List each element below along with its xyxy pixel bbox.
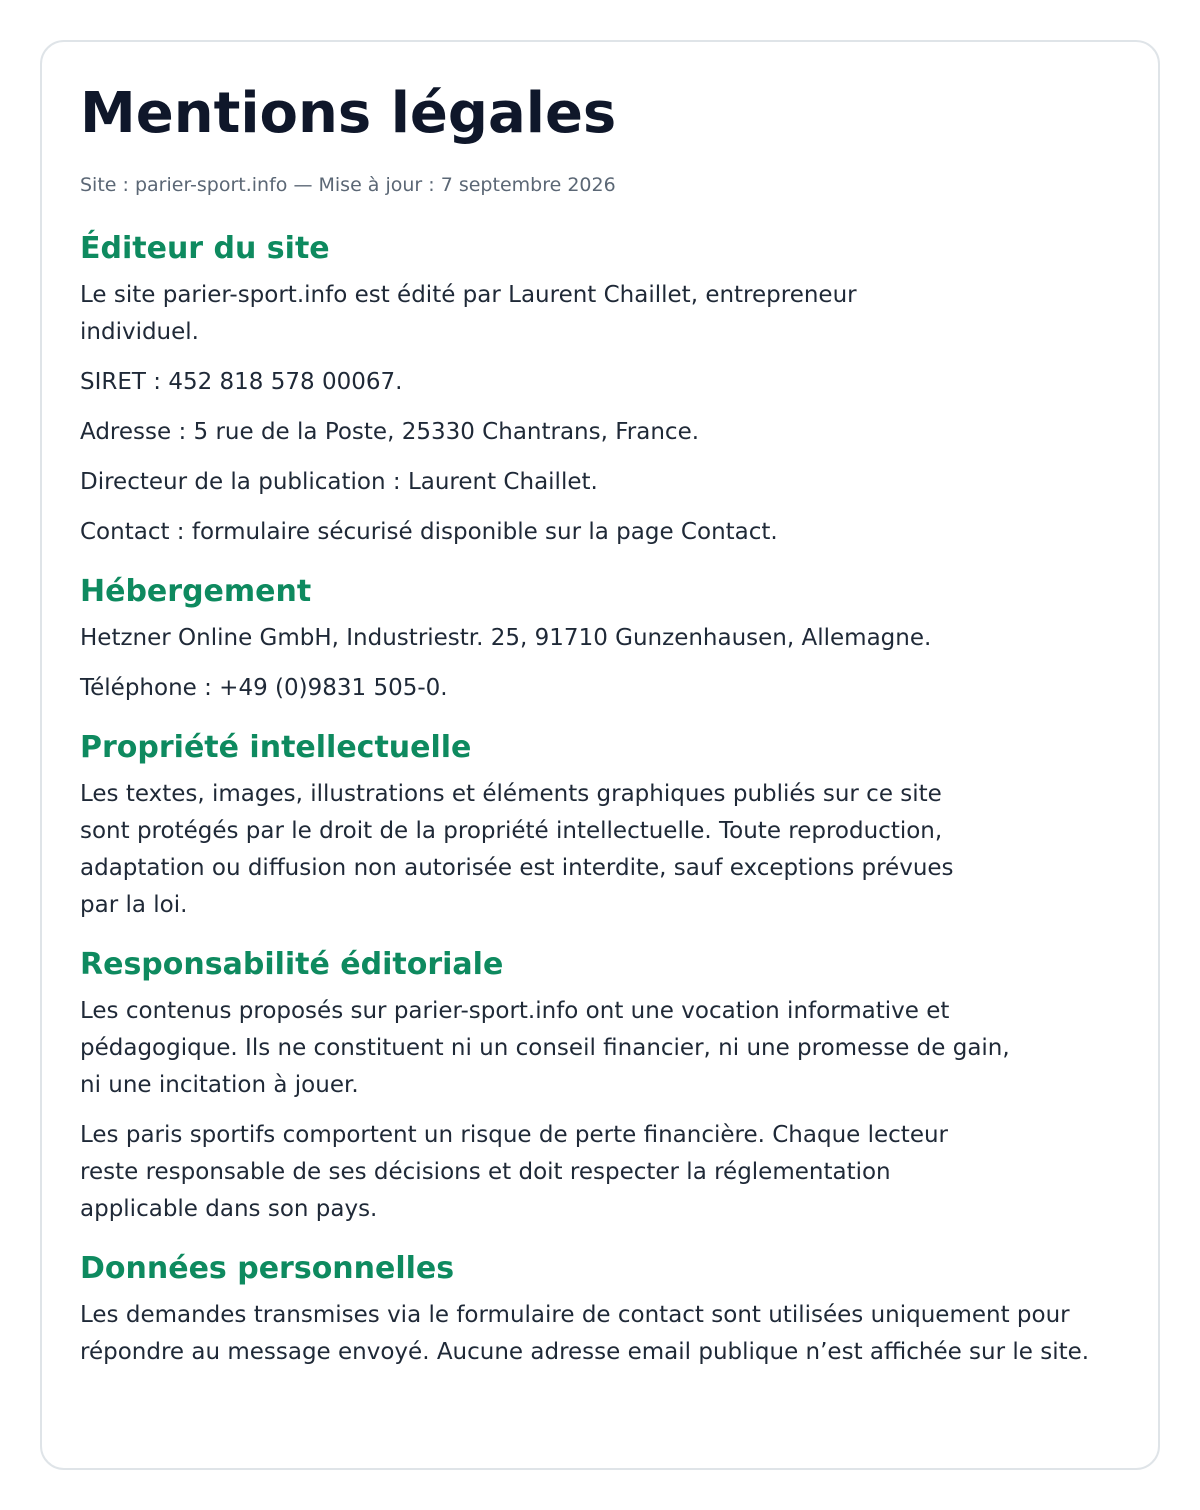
- paragraph: Adresse : 5 rue de la Poste, 25330 Chantrans, France.: [80, 419, 700, 445]
- section-propriete: [80, 728, 1120, 924]
- section-heading: Responsabilité éditoriale: [80, 947, 504, 982]
- section-hebergement: [80, 572, 1120, 707]
- section-heading: Propriété intellectuelle: [80, 730, 472, 765]
- section-responsabilite: [80, 945, 1120, 1228]
- section-donnees: [80, 1249, 1120, 1371]
- legal-notice-card: [40, 40, 1160, 1470]
- section-editeur: [80, 229, 1120, 551]
- paragraph: Les contenus proposés sur parier-sport.info ont une vocation informative et pédagogique. Ils ne constituent ni un conseil financier, ni une promesse de gain, ni une incitation à jouer.: [80, 998, 1010, 1098]
- page-meta: Site : parier-sport.info — Mise à jour : 7 septembre 2026: [80, 174, 616, 196]
- paragraph: SIRET : 452 818 578 00067.: [80, 369, 403, 395]
- paragraph: Téléphone : +49 (0)9831 505-0.: [80, 675, 448, 701]
- page-title: Mentions légales: [80, 81, 617, 146]
- section-heading: Hébergement: [80, 574, 312, 609]
- paragraph: Hetzner Online GmbH, Industriestr. 25, 91710 Gunzenhausen, Allemagne.: [80, 625, 932, 651]
- paragraph: Contact : formulaire sécurisé disponible sur la page Contact.: [80, 519, 778, 545]
- section-heading: Données personnelles: [80, 1251, 455, 1286]
- paragraph: Le site parier-sport.info est édité par Laurent Chaillet, entrepreneur individuel.: [80, 282, 857, 345]
- paragraph: Les paris sportifs comportent un risque de perte financière. Chaque lecteur reste responsable de ses décisions et doit respecter la réglementation applicable dans son pays.: [80, 1122, 949, 1222]
- paragraph: Les textes, images, illustrations et éléments graphiques publiés sur ce site sont protégés par le droit de la propriété intellectuelle. Toute reproduction, adaptation ou diffusion non autorisée est interdite, sauf exceptions prévues par la loi.: [80, 781, 954, 918]
- section-heading: Éditeur du site: [80, 231, 330, 266]
- paragraph: Les demandes transmises via le formulaire de contact sont utilisées uniquement pour répondre au message envoyé. Aucune adresse email publique n’est affichée sur le site.: [80, 1302, 1090, 1365]
- paragraph: Directeur de la publication : Laurent Chaillet.: [80, 469, 598, 495]
